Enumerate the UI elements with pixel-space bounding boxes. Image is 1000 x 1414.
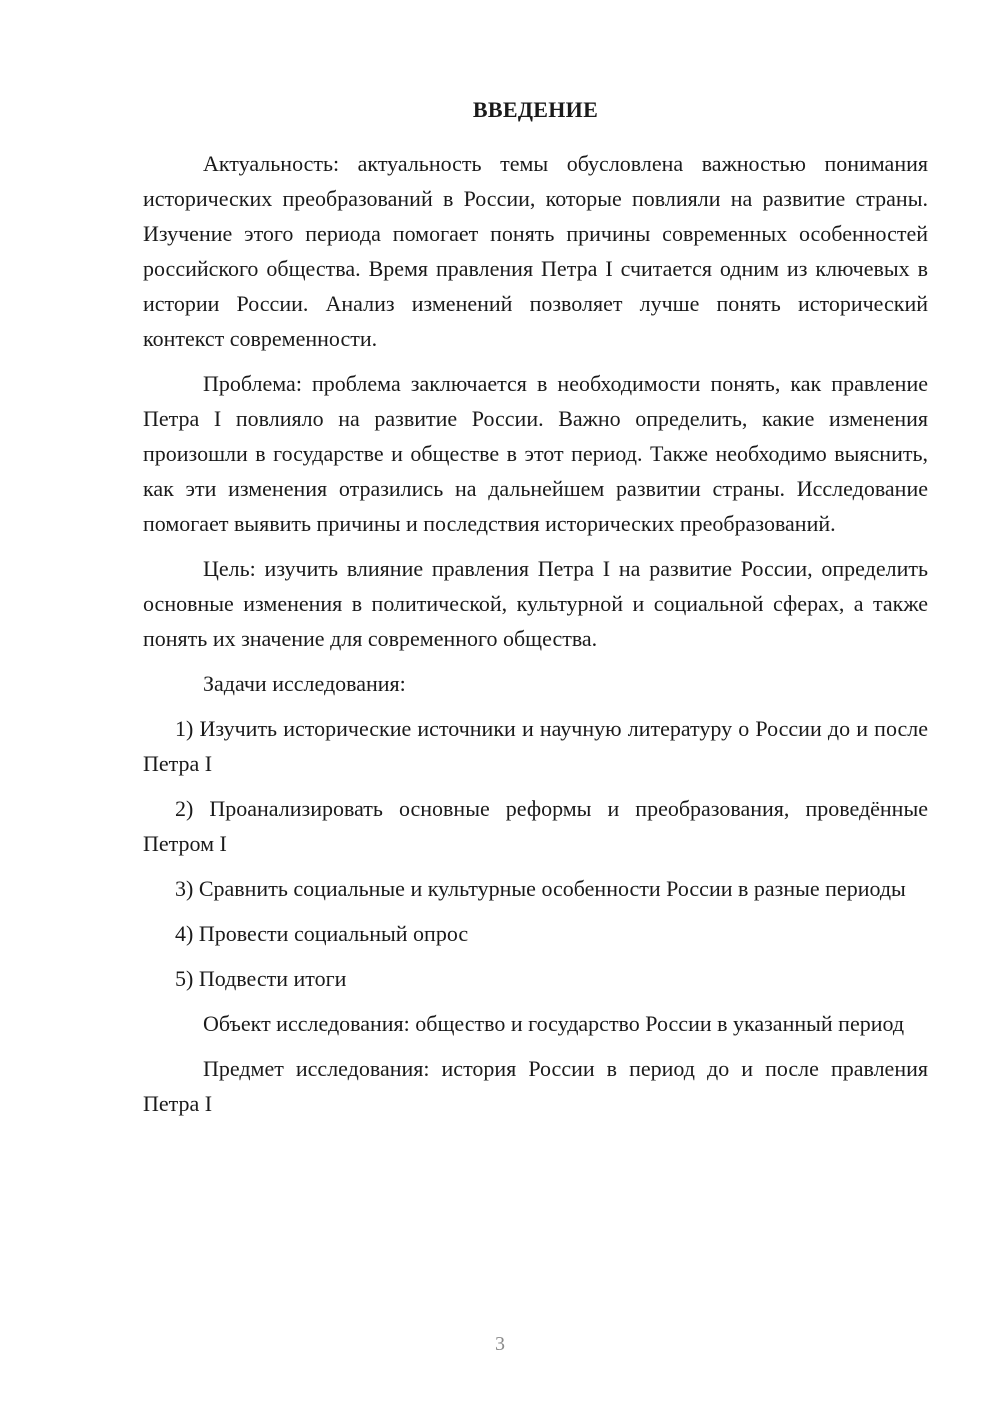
document-page [143, 96, 928, 1131]
task-item-2: 2) Проанализировать основные реформы и преобразования, проведённые Петром I [143, 796, 928, 856]
goal-paragraph: Цель: изучить влияние правления Петра I на развитие России, определить основные изменения в политической, культурной и социальной сферах, а также понять их значение для современного общества. [143, 556, 928, 651]
relevance-paragraph: Актуальность: актуальность темы обусловлена важностью понимания исторических преобразований в России, которые повлияли на развитие страны. Изучение этого периода помогает понять причины современных особенностей российского общества. Время правления Петра I считается одним из ключевых в истории России. Анализ изменений позволяет лучше понять исторический контекст современности. [143, 151, 928, 351]
task-item-3: 3) Сравнить социальные и культурные особенности России в разные периоды [175, 876, 906, 901]
task-item-4: 4) Провести социальный опрос [175, 921, 469, 946]
problem-paragraph: Проблема: проблема заключается в необходимости понять, как правление Петра I повлияло на развитие России. Важно определить, какие изменения произошли в государстве и обществе в этот период. Также необходимо выяснить, как эти изменения отразились на дальнейшем развитии страны. Исследование помогает выявить причины и последствия исторических преобразований. [143, 371, 928, 536]
subject-paragraph: Предмет исследования: история России в период до и после правления Петра I [143, 1056, 928, 1116]
task-item-1: 1) Изучить исторические источники и научную литературу о России до и после Петра I [143, 716, 928, 776]
object-paragraph: Объект исследования: общество и государство России в указанный период [203, 1011, 905, 1036]
document-heading: ВВЕДЕНИЕ [472, 97, 599, 122]
page-number: 3 [495, 1333, 505, 1355]
task-item-5: 5) Подвести итоги [175, 966, 347, 991]
tasks-title: Задачи исследования: [203, 671, 406, 696]
